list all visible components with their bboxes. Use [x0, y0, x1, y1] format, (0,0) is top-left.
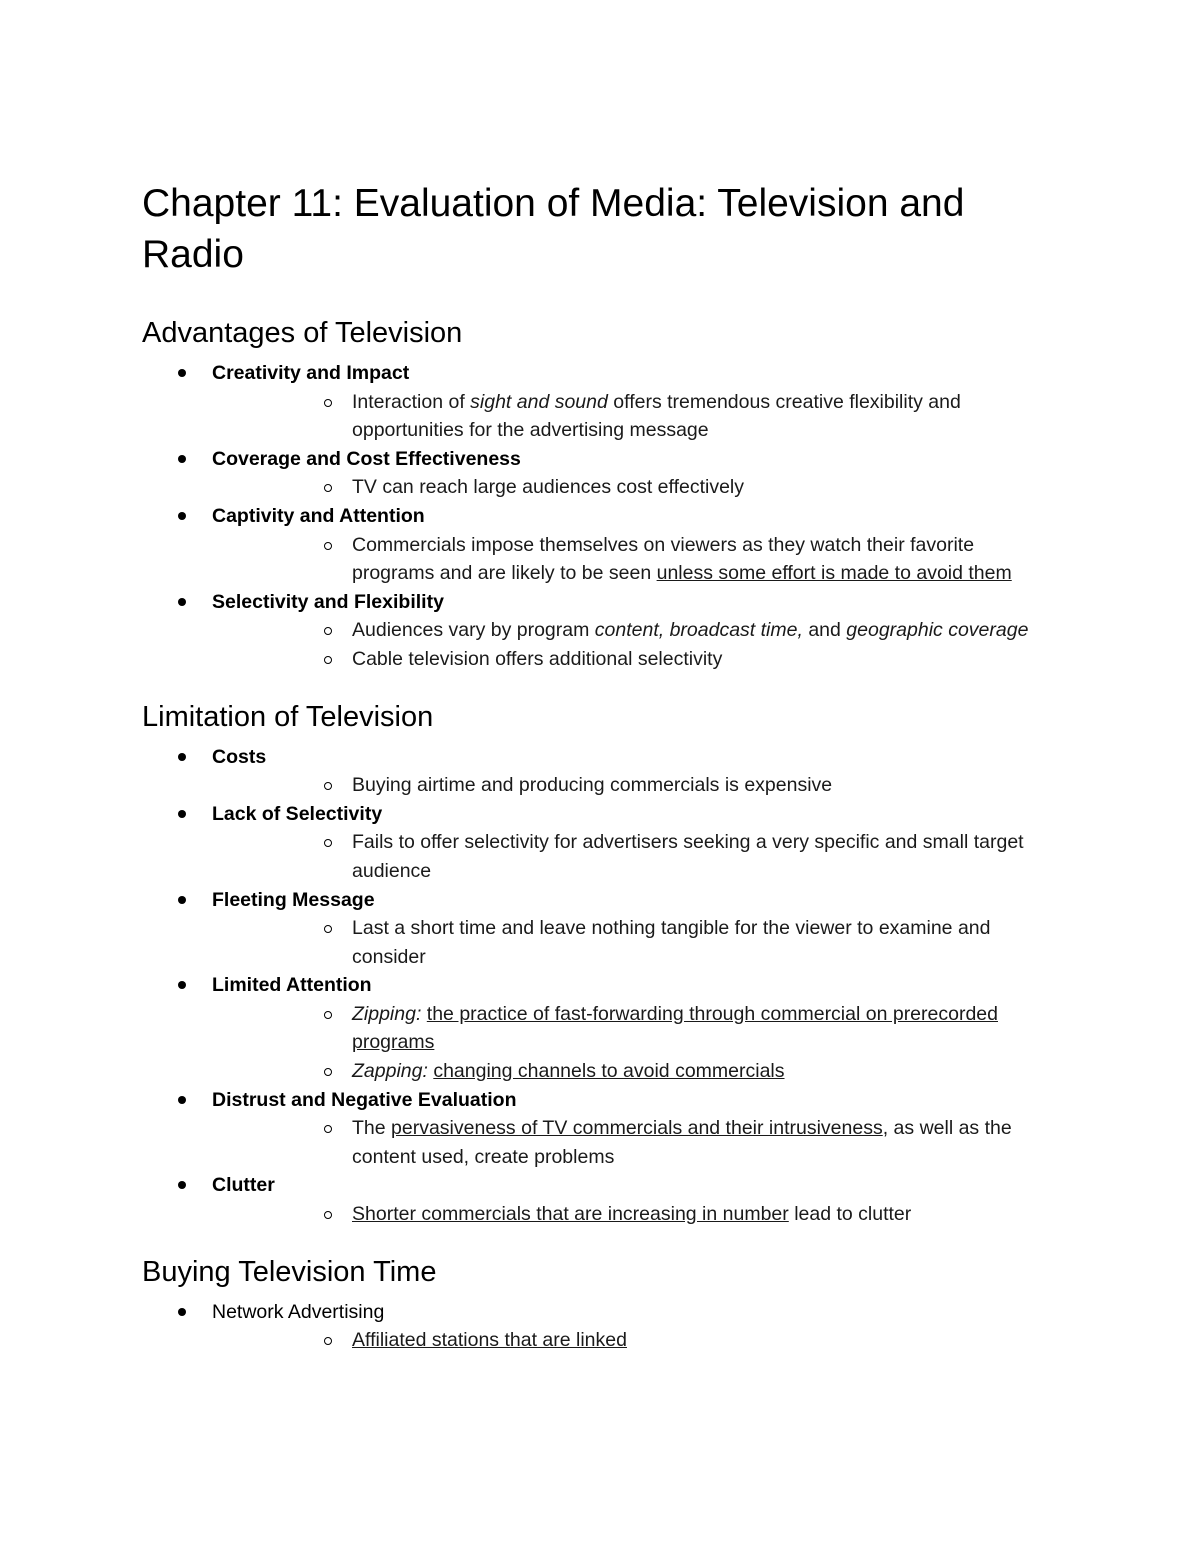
body-text: Buying airtime and producing commercials is expensive	[352, 774, 833, 797]
document-page	[142, 178, 1042, 1380]
italic-text: sight and sound	[470, 390, 608, 413]
bullet-dot-icon	[178, 369, 186, 377]
italic-text: content, broadcast time,	[594, 619, 803, 642]
sub-list-item	[212, 828, 1042, 885]
sub-list-item	[212, 1000, 1042, 1057]
section	[142, 1254, 1042, 1355]
list-item-label: Creativity and Impact	[212, 362, 410, 384]
sub-list-item	[212, 388, 1042, 445]
bullet-dot-icon	[178, 455, 186, 463]
sub-list-item	[212, 473, 1042, 502]
list-item-label: Clutter	[212, 1174, 275, 1197]
underlined-text: unless some effort is made to avoid them	[656, 562, 1012, 585]
section-heading: Limitation of Television	[142, 700, 434, 733]
sub-list-item	[212, 645, 1042, 674]
bullet-circle-icon	[324, 399, 332, 407]
body-text: Cable television offers additional selectivity	[352, 647, 723, 670]
bullet-circle-icon	[324, 542, 332, 550]
bullet-circle-icon	[324, 1125, 332, 1133]
list-item	[142, 588, 1042, 674]
bullet-dot-icon	[178, 810, 186, 818]
list-item-label: Costs	[212, 745, 267, 768]
bullet-dot-icon	[178, 598, 186, 606]
sub-list	[212, 1000, 1042, 1086]
underlined-text: the practice of fast-forwarding through commercial on prerecorded programs	[352, 1002, 998, 1054]
body-text: Interaction of	[352, 390, 471, 413]
underlined-text: Affiliated stations that are linked	[352, 1329, 627, 1352]
bullet-dot-icon	[178, 512, 186, 520]
bullet-circle-icon	[324, 839, 332, 847]
body-text: Commercials impose themselves on viewers as they watch their favorite programs and are likely to be seen	[352, 533, 975, 585]
sub-list-item	[212, 531, 1042, 588]
bullet-circle-icon	[324, 1337, 332, 1345]
sub-list-item	[212, 1114, 1042, 1171]
bullet-circle-icon	[324, 925, 332, 933]
bullet-list	[142, 1298, 1042, 1355]
sub-list	[212, 1114, 1042, 1171]
list-item	[142, 886, 1042, 972]
bullet-circle-icon	[324, 782, 332, 790]
sub-list	[212, 388, 1042, 445]
bullet-circle-icon	[324, 484, 332, 492]
sub-list	[212, 531, 1042, 588]
body-text: The	[352, 1117, 392, 1140]
italic-text: Zapping:	[352, 1060, 428, 1083]
bullet-dot-icon	[178, 896, 186, 904]
italic-text: geographic coverage	[846, 619, 1029, 642]
bullet-circle-icon	[324, 656, 332, 664]
sub-list-item	[212, 1326, 1042, 1355]
list-item	[142, 800, 1042, 886]
underlined-text: Shorter commercials that are increasing in number	[352, 1203, 789, 1226]
bullet-list	[142, 743, 1042, 1229]
list-item	[142, 1086, 1042, 1172]
page-title: Chapter 11: Evaluation of Media: Television and Radio	[142, 182, 965, 276]
list-item-label: Fleeting Message	[212, 888, 375, 911]
body-text: lead to clutter	[788, 1203, 912, 1226]
sub-list	[212, 1200, 1042, 1229]
list-item-label: Lack of Selectivity	[212, 802, 383, 825]
list-item-label: Selectivity and Flexibility	[212, 590, 444, 613]
bullet-dot-icon	[178, 981, 186, 989]
bullet-dot-icon	[178, 1096, 186, 1104]
body-text: TV can reach large audiences cost effectively	[352, 476, 745, 499]
sub-list	[212, 616, 1042, 673]
sub-list	[212, 1326, 1042, 1355]
sections-container	[142, 315, 1042, 1355]
sub-list	[212, 828, 1042, 885]
list-item-label: Captivity and Attention	[212, 504, 425, 527]
bullet-dot-icon	[178, 1181, 186, 1189]
sub-list	[212, 914, 1042, 971]
sub-list	[212, 771, 1042, 800]
bullet-circle-icon	[324, 1068, 332, 1076]
body-text: Fails to offer selectivity for advertisers seeking a very specific and small target audience	[352, 831, 1024, 882]
bullet-dot-icon	[178, 1308, 186, 1316]
list-item-label: Coverage and Cost Effectiveness	[212, 447, 521, 470]
list-item	[142, 743, 1042, 800]
body-text: Audiences vary by program	[352, 619, 595, 642]
section-heading: Buying Television Time	[142, 1255, 437, 1288]
sub-list-item	[212, 1200, 1042, 1229]
section	[142, 315, 1042, 674]
sub-list-item	[212, 914, 1042, 971]
sub-list-item	[212, 616, 1042, 645]
bullet-circle-icon	[324, 627, 332, 635]
bullet-list	[142, 359, 1042, 674]
underlined-text: pervasiveness of TV commercials and their intrusiveness	[391, 1117, 883, 1140]
underlined-text: changing channels to avoid commercials	[433, 1060, 785, 1083]
list-item-label: Distrust and Negative Evaluation	[212, 1088, 517, 1111]
list-item	[142, 1171, 1042, 1228]
body-text: and	[802, 619, 847, 642]
body-text: offers tremendous creative flexibility and opportunities for the advertising message	[352, 390, 961, 442]
list-item	[142, 359, 1042, 445]
list-item-label: Limited Attention	[212, 974, 372, 997]
body-text: , as well as the content used, create problems	[352, 1117, 1012, 1168]
list-item	[142, 445, 1042, 502]
list-item	[142, 1298, 1042, 1355]
sub-list-item	[212, 1057, 1042, 1086]
sub-list	[212, 473, 1042, 502]
section	[142, 699, 1042, 1229]
bullet-circle-icon	[324, 1011, 332, 1019]
section-heading: Advantages of Television	[142, 317, 463, 349]
bullet-circle-icon	[324, 1211, 332, 1219]
list-item	[142, 502, 1042, 588]
italic-text: Zipping:	[352, 1002, 422, 1025]
list-item	[142, 971, 1042, 1085]
body-text: Last a short time and leave nothing tangible for the viewer to examine and consider	[352, 917, 991, 968]
list-item-label: Network Advertising	[212, 1300, 385, 1323]
sub-list-item	[212, 771, 1042, 800]
bullet-dot-icon	[178, 753, 186, 761]
